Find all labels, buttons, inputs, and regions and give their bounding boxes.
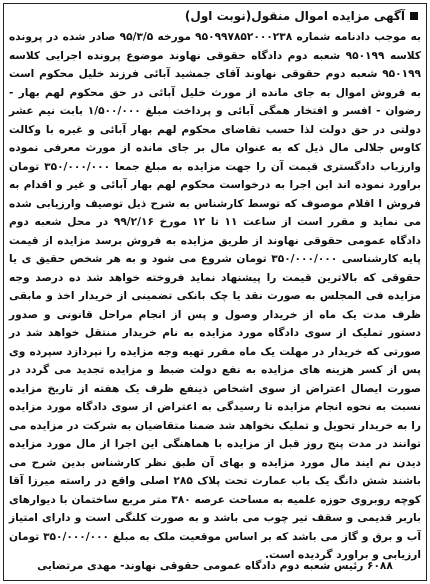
notice-body: به موجب دادنامه شماره ۹۵۰۹۹۷۸۵۲۰۰۰۲۳۸ مورخه ۹۵/۳/۵ صادر شده در پرونده کلاسه ۹۵۰۱۹۹ شعبه دوم دادگاه حقوقی نهاوند موضوع پرونده اجرایی کلاسه ۹۵۰۱۹۹ شعبه دوم حقوقی نهاوند آقای جمشید آبائی فرزند خلیل محکوم است به فروش اموال به جای مانده از مورث خلیل آبائی در حق محکوم لهم بهار - رضوان - افسر و افتخار همگی آبائی و پرداخت مبلغ ۱/۵۰۰/۰۰۰ بابت نیم عشر دولتی در حق دولت لذا حسب تقاضای محکوم لهم بهار آبائی و غیره با وکالت کاوس جلالی مال ذیل که به عنوان مال بر جای مانده از مورث معرفی نموده وارزیاب دادگستری قیمت آن را جهت مزایده به مبلغ جمعا ۳۵۰/۰۰۰/۰۰۰ تومان براورد نموده اند این اجرا به درخواست محکوم لهم بهار آبائی و غیر و اقدام به فروش ا اقلام موصوف که توسط کارشناس به شرح ذیل توصیف وارزیابی شده می نماید و مقرر است از ساعت ۱۱ تا ۱۲ مورخ ۹۹/۲/۱۶ در محل شعبه دوم دادگاه عمومی حقوقی نهاوند از طریق مزایده به فروش برسد مزایده از قیمت پایه کارشناسی ۳۵۰/۰۰۰/۰۰۰ تومان شروع می شود و به هر شخص حقیق ی یا حقوقی که بالاترین قیمت را پیشنهاد نماید فروخته خواهد شد ده درصد وجه مزایده فی المجلس به صورت نقد یا چک بانکی تضمینی از خریدار اخذ و مابقی ظرف مدت یک ماه از خریدار وصول و پس از انجام مراحل قانونی و صدور دستور تملیک از سوی دادگاه مورد مزایده به نام خریدار منتقل خواهد شد در صورتی که خریدار در مهلت یک ماه مقرر تهیه وجه مزایده را نپردازد سپرده وی پس از کسر هزینه های مزایده به نفع دولت ضبط و مزایده تجدید می گردد در صورت ایصال اعتراض از سوی اشخاص ذینفع ظرف یک هفته از تاریخ مزایده نسبت به نحوه انجام مزایده تا رسیدگی به اعتراض از سوی دادگاه مورد مزایده را به خریدار تحویل و تملیک نخواهد شد ضمنا متقاضیان به شرکت در مزایده می توانند در مدت پنج روز قبل از مزایده با هماهنگی این اجرا از مال مورد مزایده دیدن نم ایند مال مورد مزایده و بهای آن طبق نظر کارشناس بدین شرح می باشند شش دانگ یک باب عمارت تحت پلاک ۲۸۵ اصلی واقع در راسته میرزا آقا کوچه روبروی حوزه علمیه به مساحت عرصه ۳۸۰ متر مربع ساختمان با دیوارهای باربر قدیمی و سقف تیر چوب می باشد و به صورت کلنگی است و دارای امتیاز آب و برق و گاز می باشد که بر اساس موقعیت ملک به مبلغ ۳۵۰/۰۰۰/۰۰۰ تومان ارزیابی و براورد گردیده است. bbox=[9, 31, 422, 561]
square-bullet-icon bbox=[410, 12, 418, 20]
notice-title: آگهی مزایده اموال منقول(نوبت اول) bbox=[184, 9, 405, 23]
notice-signature: ۶۰۸۸ رئیس شعبه دوم دادگاه عمومی حقوقی نهاوند- مهدی مرتضایی bbox=[37, 560, 393, 572]
notice-heading bbox=[185, 9, 418, 23]
